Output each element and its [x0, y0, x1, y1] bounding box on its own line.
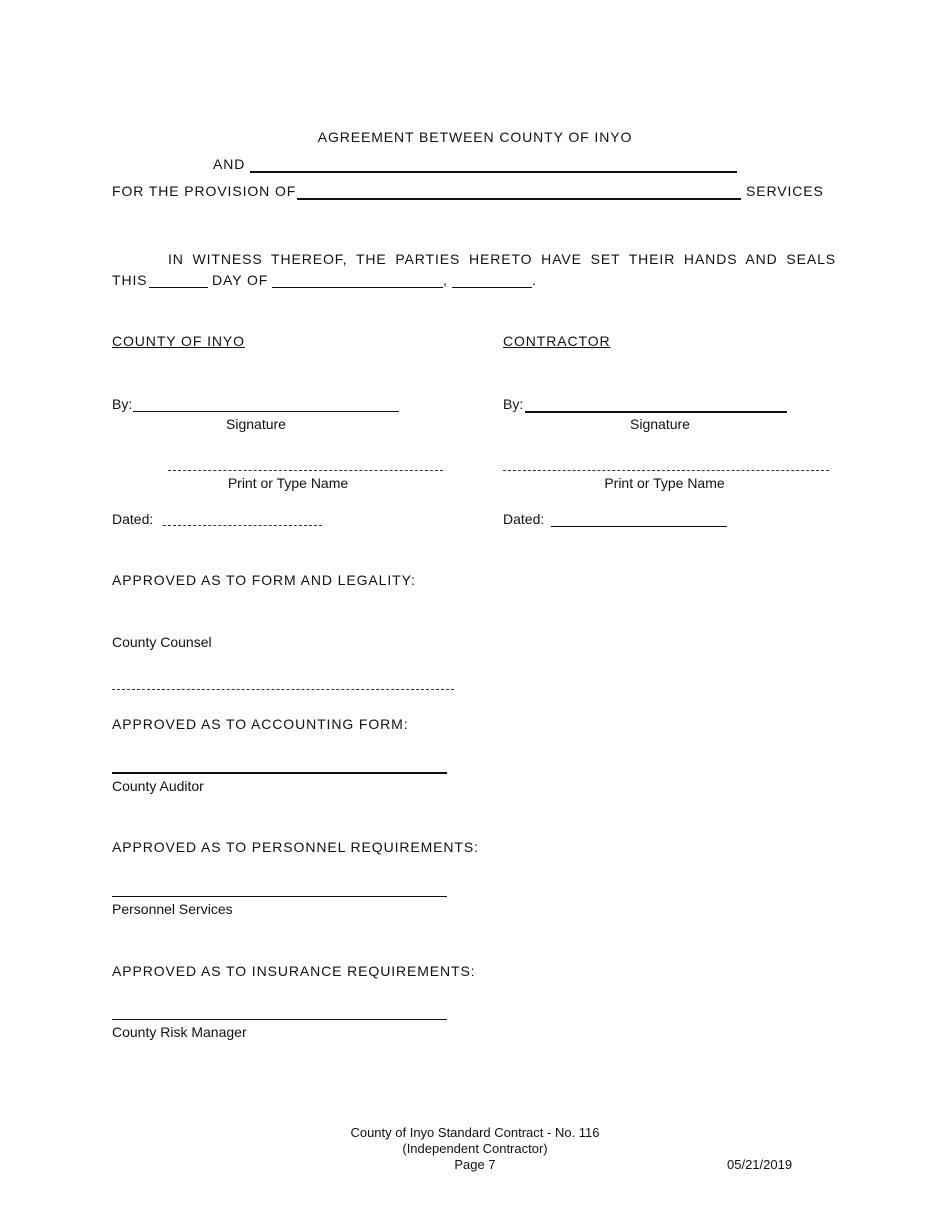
county-auditor-label: County Auditor: [112, 778, 204, 794]
contractor-name-field[interactable]: [250, 171, 737, 173]
footer-contract-title: County of Inyo Standard Contract - No. 116: [350, 1125, 600, 1140]
provision-label: FOR THE PROVISION OF: [112, 183, 297, 199]
personnel-services-label: Personnel Services: [112, 901, 233, 917]
comma-mark: ,: [443, 272, 447, 288]
county-auditor-signature-field[interactable]: [112, 772, 447, 774]
county-counsel-signature-field[interactable]: [112, 689, 454, 690]
month-field[interactable]: [272, 287, 443, 288]
county-signature-label: Signature: [226, 416, 286, 432]
day-field[interactable]: [149, 287, 208, 288]
agreement-title: AGREEMENT BETWEEN COUNTY OF INYO: [317, 129, 633, 145]
approved-accounting-heading: APPROVED AS TO ACCOUNTING FORM:: [112, 716, 409, 732]
period-mark: .: [532, 272, 536, 288]
approved-form-legality-heading: APPROVED AS TO FORM AND LEGALITY:: [112, 572, 416, 588]
and-label: AND: [213, 156, 246, 172]
footer-page-number: Page 7: [454, 1157, 496, 1172]
footer-date: 05/21/2019: [727, 1157, 793, 1172]
contractor-heading: CONTRACTOR: [503, 333, 611, 349]
contractor-dated-field[interactable]: [551, 526, 727, 527]
county-by-label: By:: [112, 396, 133, 412]
risk-manager-label: County Risk Manager: [112, 1024, 247, 1040]
witness-statement: IN WITNESS THEREOF, THE PARTIES HERETO HAVE SET THEIR HANDS AND SEALS: [168, 251, 836, 267]
county-dated-field[interactable]: [163, 525, 322, 526]
contractor-by-label: By:: [503, 396, 524, 412]
this-label: THIS: [112, 272, 148, 288]
contractor-signature-field[interactable]: [525, 411, 787, 413]
county-heading: COUNTY OF INYO: [112, 333, 245, 349]
contractor-dated-label: Dated:: [503, 511, 545, 527]
contractor-signature-label: Signature: [630, 416, 690, 432]
approved-insurance-heading: APPROVED AS TO INSURANCE REQUIREMENTS:: [112, 963, 476, 979]
county-signature-field[interactable]: [133, 411, 399, 412]
county-print-name-field[interactable]: [168, 470, 443, 471]
contractor-print-name-field[interactable]: [503, 470, 829, 471]
contractor-print-name-label: Print or Type Name: [604, 475, 725, 491]
risk-manager-signature-field[interactable]: [112, 1019, 447, 1020]
services-label: SERVICES: [746, 183, 824, 199]
personnel-services-signature-field[interactable]: [112, 896, 447, 897]
county-print-name-label: Print or Type Name: [227, 475, 349, 491]
day-of-label: DAY OF: [212, 272, 269, 288]
footer-contract-type: (Independent Contractor): [402, 1141, 548, 1156]
county-dated-label: Dated:: [112, 511, 154, 527]
year-field[interactable]: [452, 287, 532, 288]
services-field[interactable]: [297, 198, 741, 200]
approved-personnel-heading: APPROVED AS TO PERSONNEL REQUIREMENTS:: [112, 839, 479, 855]
county-counsel-label: County Counsel: [112, 634, 212, 650]
